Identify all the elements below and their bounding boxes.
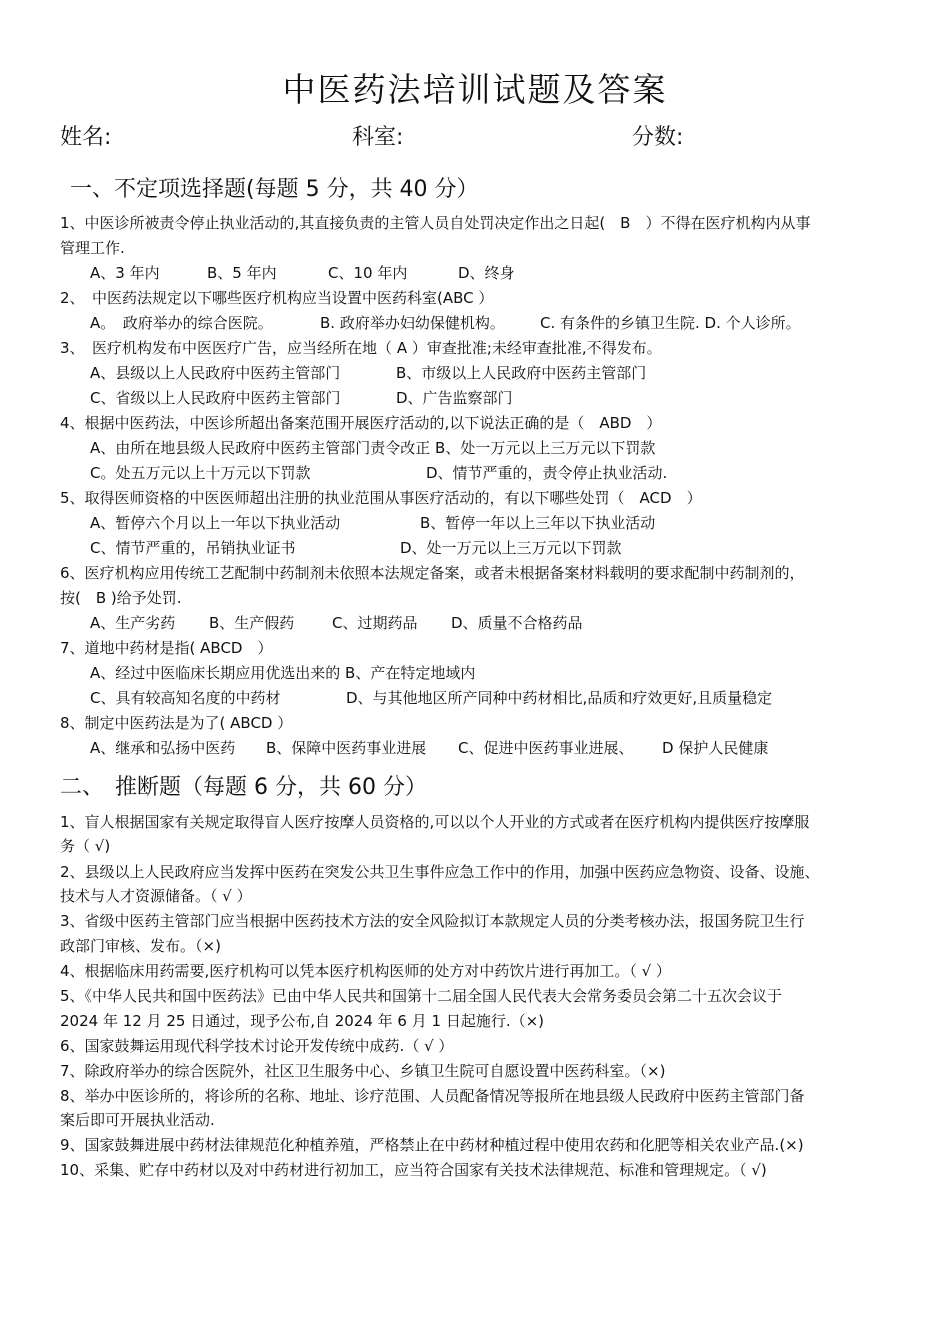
option: C、10 年内 bbox=[328, 264, 408, 282]
statement-text: 8、举办中医诊所的，将诊所的名称、地址、诊疗范围、人员配备情况等报所在地县级人民政府中医药主管部门备 bbox=[60, 1087, 805, 1105]
option: A。 政府举办的综合医院。 bbox=[90, 314, 273, 332]
question-text: 2、 中医药法规定以下哪些医疗机构应当设置中医药科室(ABC ） bbox=[60, 289, 494, 307]
statement-text: 政部门审核、发布。（×) bbox=[60, 937, 221, 955]
option: B. 政府举办妇幼保健机构。 bbox=[320, 314, 505, 332]
option: B、5 年内 bbox=[207, 264, 277, 282]
question-text: 8、制定中医药法是为了( ABCD ） bbox=[60, 714, 293, 732]
statement-text: 2、县级以上人民政府应当发挥中医药在突发公共卫生事件应急工作中的作用，加强中医药应急物资、设备、设施、 bbox=[60, 863, 820, 881]
question-text: 3、 医疗机构发布中医医疗广告，应当经所在地（ A ）审查批准;未经审查批准,不得发布。 bbox=[60, 339, 662, 357]
option: A、暂停六个月以上一年以下执业活动 bbox=[90, 514, 341, 532]
statement-text: 案后即可开展执业活动. bbox=[60, 1111, 215, 1129]
option: A、继承和弘扬中医药 bbox=[90, 739, 236, 757]
page-title: 中医药法培训试题及答案 bbox=[282, 70, 668, 109]
question-text: 7、道地中药材是指( ABCD ） bbox=[60, 639, 273, 657]
section-title-multiple-choice: 一、不定项选择题(每题 5 分，共 40 分） bbox=[70, 177, 479, 202]
option: D、情节严重的，责令停止执业活动. bbox=[426, 464, 668, 482]
statement-text: 3、省级中医药主管部门应当根据中医药技术方法的安全风险拟订本款规定人员的分类考核办法，报国务院卫生行 bbox=[60, 912, 805, 930]
question-text: 按( B )给予处罚. bbox=[60, 589, 182, 607]
option: D、终身 bbox=[458, 264, 515, 282]
option: B、暂停一年以上三年以下执业活动 bbox=[420, 514, 656, 532]
option: B、市级以上人民政府中医药主管部门 bbox=[396, 364, 647, 382]
statement-text: 5、《中华人民共和国中医药法》已由中华人民共和国第十二届全国人民代表大会常务委员会第二十五次会议于 bbox=[60, 987, 783, 1005]
option: A、生产劣药 bbox=[90, 614, 176, 632]
statement-text: 4、根据临床用药需要,医疗机构可以凭本医疗机构医师的处方对中药饮片进行再加工。（ √ ） bbox=[60, 962, 671, 980]
statement-text: 2024 年 12 月 25 日通过，现予公布,自 2024 年 6 月 1 日起施行.（×) bbox=[60, 1012, 545, 1030]
statement-text: 9、国家鼓舞进展中药材法律规范化种植养殖，严格禁止在中药材种植过程中使用农药和化肥等相关农业产品.(×) bbox=[60, 1136, 804, 1154]
statement-text: 1、盲人根据国家有关规定取得盲人医疗按摩人员资格的,可以以个人开业的方式或者在医疗机构内提供医疗按摩服 bbox=[60, 813, 810, 831]
question-text: 4、根据中医药法，中医诊所超出备案范围开展医疗活动的,以下说法正确的是（ ABD ） bbox=[60, 414, 662, 432]
question-text: 管理工作. bbox=[60, 239, 125, 257]
question-text: 5、取得医师资格的中医医师超出注册的执业范围从事医疗活动的，有以下哪些处罚（ ACD ） bbox=[60, 489, 702, 507]
option: D、质量不合格药品 bbox=[451, 614, 583, 632]
option: A、县级以上人民政府中医药主管部门 bbox=[90, 364, 341, 382]
statement-text: 技术与人才资源储备。（ √ ） bbox=[60, 887, 252, 905]
option: D、处一万元以上三万元以下罚款 bbox=[400, 539, 622, 557]
department-label: 科室: bbox=[352, 125, 404, 150]
option: A、由所在地县级人民政府中医药主管部门责令改正 B、处一万元以上三万元以下罚款 bbox=[90, 439, 656, 457]
option: C、过期药品 bbox=[332, 614, 418, 632]
option: C. 有条件的乡镇卫生院. D. 个人诊所。 bbox=[540, 314, 801, 332]
option: D、广告监察部门 bbox=[396, 389, 513, 407]
statement-text: 7、除政府举办的综合医院外，社区卫生服务中心、乡镇卫生院可自愿设置中医药科室。（×) bbox=[60, 1062, 666, 1080]
option: C。处五万元以上十万元以下罚款 bbox=[90, 464, 311, 482]
option: D、与其他地区所产同种中药材相比,品质和疗效更好,且质量稳定 bbox=[346, 689, 773, 707]
option: A、经过中医临床长期应用优选出来的 B、产在特定地域内 bbox=[90, 664, 476, 682]
option: D 保护人民健康 bbox=[662, 739, 769, 757]
option: B、保障中医药事业进展 bbox=[266, 739, 427, 757]
option: A、3 年内 bbox=[90, 264, 160, 282]
question-text: 1、中医诊所被责令停止执业活动的,其直接负责的主管人员自处罚决定作出之日起( B ）不得在医疗机构内从事 bbox=[60, 214, 811, 232]
option: C、促进中医药事业进展、 bbox=[458, 739, 634, 757]
name-label: 姓名: bbox=[60, 125, 112, 150]
question-text: 6、医疗机构应用传统工艺配制中药制剂未依照本法规定备案，或者未根据备案材料载明的要求配制中药制剂的， bbox=[60, 564, 805, 582]
score-label: 分数: bbox=[632, 125, 684, 150]
option: C、省级以上人民政府中医药主管部门 bbox=[90, 389, 341, 407]
statement-text: 10、采集、贮存中药材以及对中药材进行初加工，应当符合国家有关技术法律规范、标准和管理规定。（ √) bbox=[60, 1161, 767, 1179]
statement-text: 务（ √) bbox=[60, 837, 111, 855]
option: C、情节严重的，吊销执业证书 bbox=[90, 539, 296, 557]
option: B、生产假药 bbox=[209, 614, 295, 632]
statement-text: 6、国家鼓舞运用现代科学技术讨论开发传统中成药.（ √ ） bbox=[60, 1037, 454, 1055]
section-title-true-false: 二、 推断题（每题 6 分，共 60 分） bbox=[60, 775, 427, 800]
option: C、具有较高知名度的中药材 bbox=[90, 689, 281, 707]
